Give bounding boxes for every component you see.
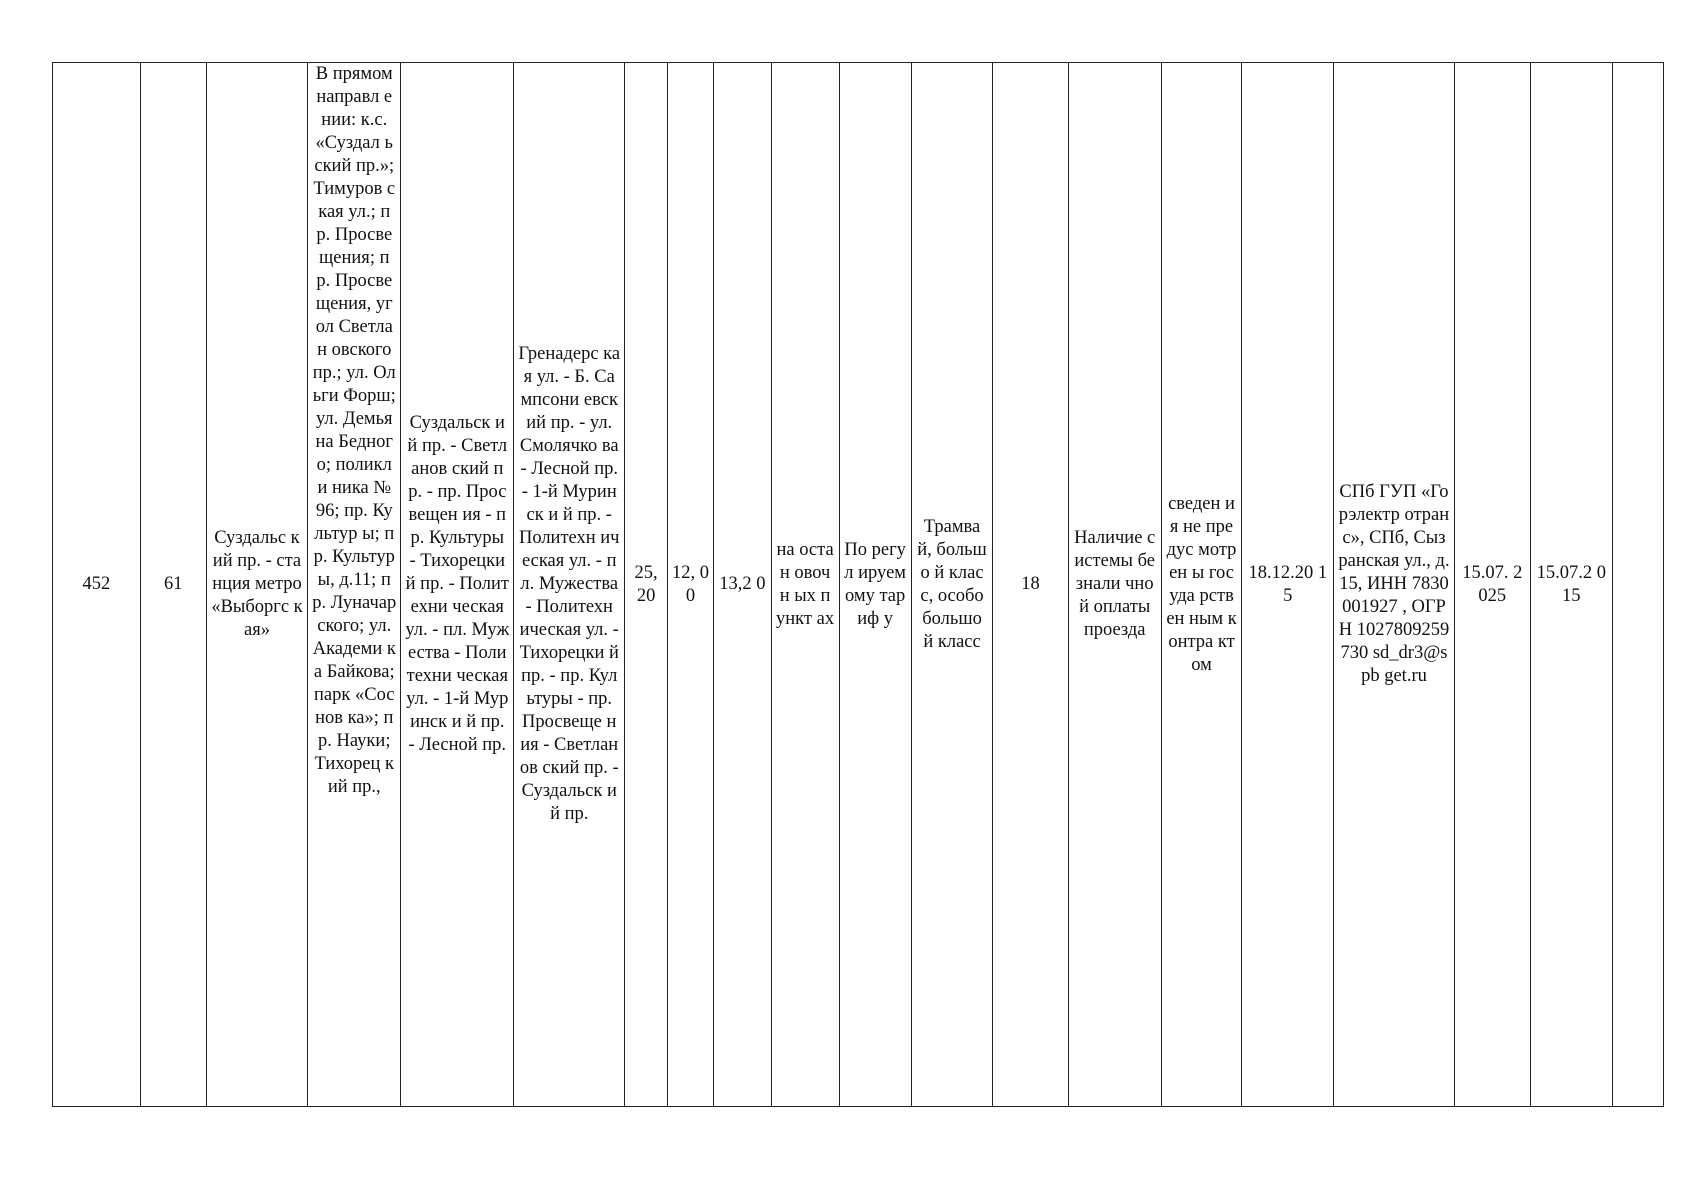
table-row [53,63,1664,1107]
stops-cell [308,63,401,1107]
date-1-cell: 15.07. 2025 [1454,63,1530,1107]
vehicle-type-cell: Трамва й, большо й класс, особо большо й класс [911,63,993,1107]
length-forward-cell: 25, 20 [625,63,668,1107]
vehicle-count-cell: 18 [993,63,1068,1107]
route-register-table [52,62,1664,1107]
streets-forward-cell: Суздальск ий пр. - Светланов ский пр. - пр. Просвещен ия - пр. Культуры - Тихорецки й пр. - Политехни ческая ул. - пл. Мужества - Политехни ческая ул. - 1-й Муринск и й пр. - Лесной пр. [401,63,514,1107]
extra-cell [1612,63,1663,1107]
stop-procedure-cell: на остан овочн ых пункт ах [771,63,839,1107]
length-total-cell: 13,2 0 [714,63,772,1107]
route-name-cell: Суздальс кий пр. - станция метро «Выборгс кая» [206,63,307,1107]
eco-characteristics-cell: Наличие системы безнали чной оплаты проезда [1068,63,1161,1107]
stops-text: В прямом направл ении: к.с. «Суздал ьский пр.»; Тимуров ская ул.; пр. Просве щения; пр. Просве щения, угол Светлан овского пр.; ул. Ольги Форш; ул. Демьяна Бедного; поликли ника № 96; пр. Культур ы; пр. Культур ы, д.11; пр. Луначар ского; ул. Академи ка Байкова; парк «Соснов ка»; пр. Науки; Тихорец кий пр., [312,64,397,797]
length-backward-cell: 12, 00 [668,63,714,1107]
date-2-cell: 15.07.2 015 [1530,63,1612,1107]
route-number-cell: 61 [140,63,206,1107]
contract-info-cell: сведен ия не предус мотрен ы госуда рствен ным контра ктом [1161,63,1242,1107]
carrier-cell: СПб ГУП «Горэлектр отранс», СПб, Сызранская ул., д. 15, ИНН 7830001927 , ОГРН 1027809259 730 sd_dr3@spb get.ru [1334,63,1454,1107]
tariff-type-cell: По регул ируем ому тариф у [839,63,911,1107]
reg-number-cell: 452 [53,63,141,1107]
start-date-cell: 18.12.20 15 [1242,63,1334,1107]
streets-backward-cell: Гренадерс кая ул. - Б. Сампсони евский пр. - ул. Смолячко ва - Лесной пр. - 1-й Муринск и й пр. - Политехн ическая ул. - пл. Мужества - Политехн ическая ул. - Тихорецки й пр. - пр. Культуры - пр. Просвеще ния - Светланов ский пр. - Суздальск ий пр. [514,63,625,1107]
